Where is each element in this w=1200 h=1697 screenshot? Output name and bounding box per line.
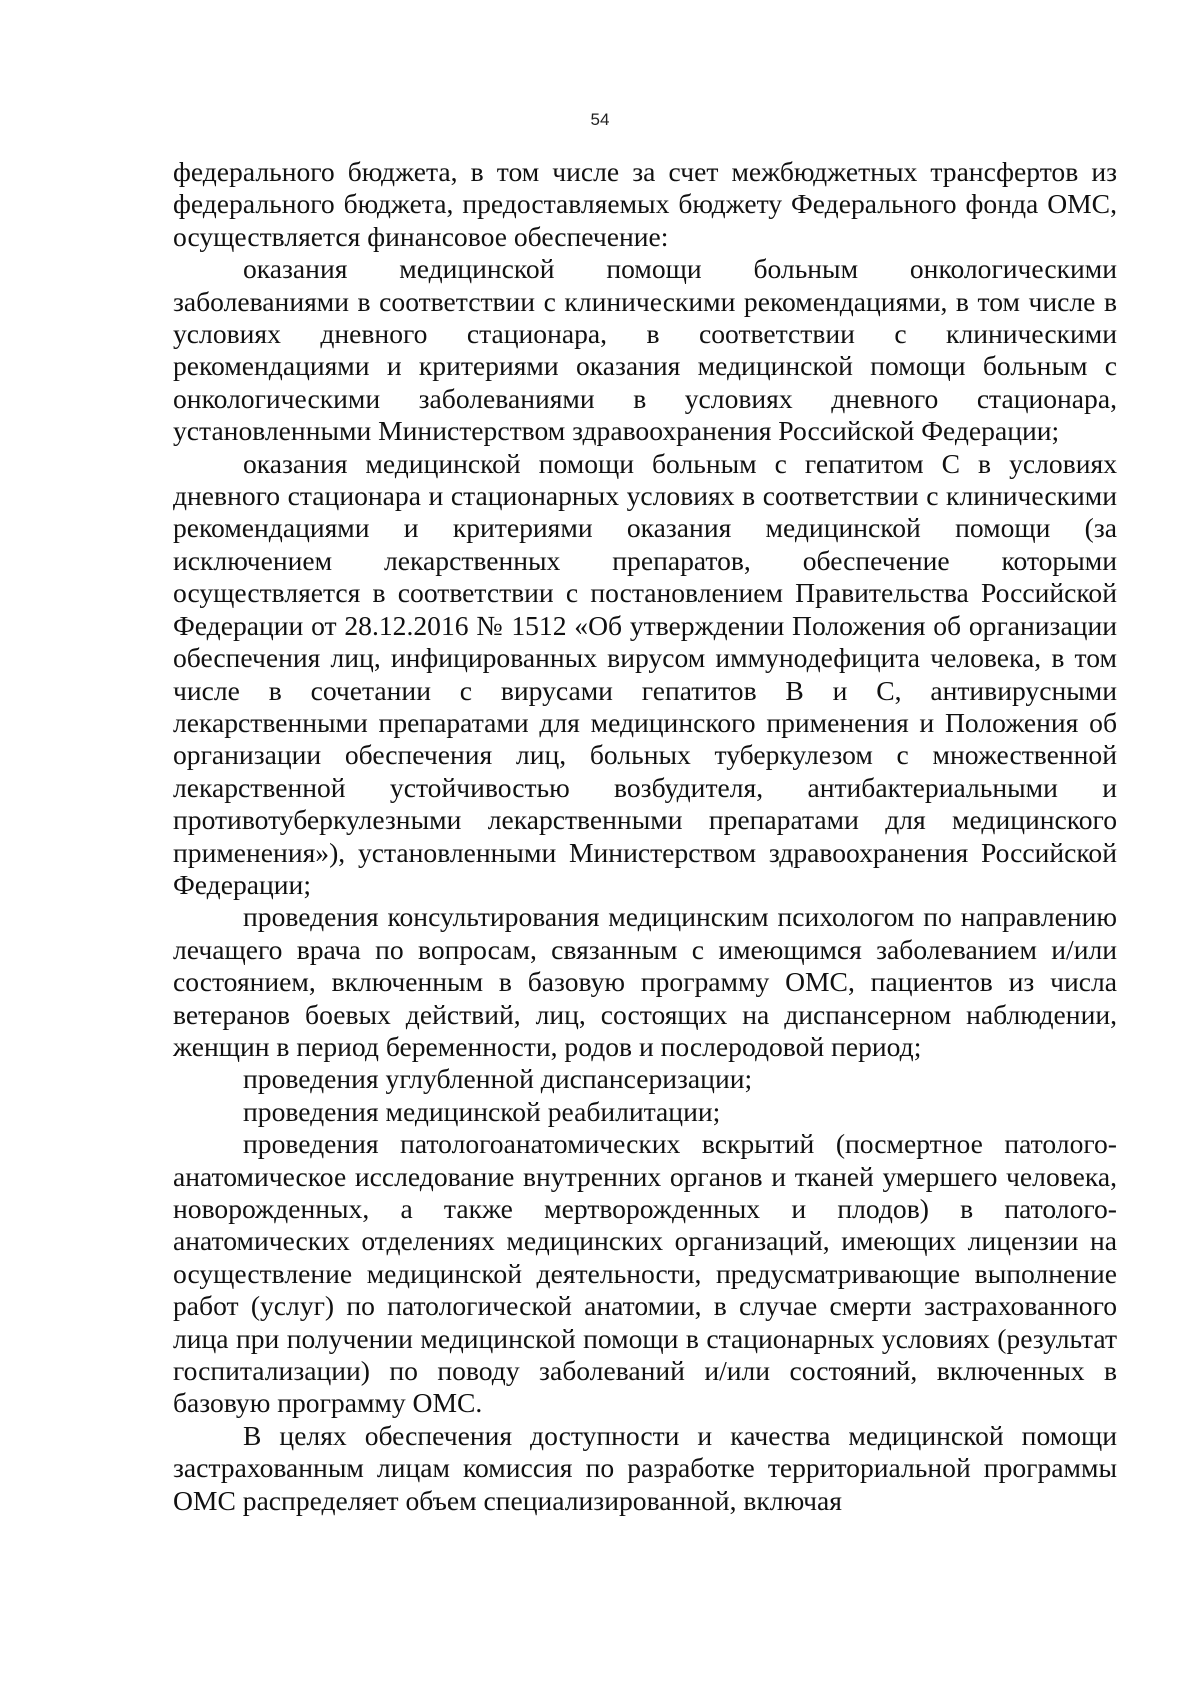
paragraph: проведения углубленной диспансеризации;: [243, 1063, 753, 1095]
paragraph: оказания медицинской помощи больным онкологическими заболеваниями в соответствии с клиническими рекомендациями, в том числе в условиях дневного стационара, в соответствии с клиническими рекомендациями и критериями оказания медицинской помощи больным с онкологическими заболеваниями в условиях дневного стационара, установленными Министерством здравоохранения Российской Федерации;: [173, 253, 1117, 447]
paragraph: федерального бюджета, в том числе за счет межбюджетных трансфертов из федерального бюджета, предоставляемых бюджету Федерального фонда ОМС, осуществляется финансовое обеспечение:: [173, 156, 1117, 252]
paragraph: В целях обеспечения доступности и качества медицинской помощи застрахованным лицам комиссия по разработке территориальной программы ОМС распределяет объем специализированной, включая: [173, 1419, 1117, 1516]
paragraph: оказания медицинской помощи больным с гепатитом С в условиях дневного стационара и стационарных условиях в соответствии с клиническими рекомендациями и критериями оказания медицинской помощи (за исключением лекарственных препаратов, обеспечение которыми осуществляется в соответствии с постановлением Правительства Российской Федерации от 28.12.2016 № 1512 «Об утверждении Положения об организации обеспечения лиц, инфицированных вирусом иммунодефицита человека, в том числе в сочетании с вирусами гепатитов В и С, антивирусными лекарственными препаратами для медицинского применения и Положения об организации обеспечения лиц, больных туберкулезом с множественной лекарственной устойчивостью возбудителя, антибактериальными и противотуберкулезными лекарственными препаратами для медицинского применения»), установленными Министерством здравоохранения Российской Федерации;: [173, 447, 1117, 900]
document-body: [173, 156, 1117, 1517]
paragraph: проведения патологоанатомических вскрытий (посмертное патолого-анатомическое исследование внутренних органов и тканей умершего человека, новорожденных, а также мертворожденных и плодов) в патолого-анатомических отделениях медицинских организаций, имеющих лицензии на осуществление медицинской деятельности, предусматривающие выполнение работ (услуг) по патологической анатомии, в случае смерти застрахованного лица при получении медицинской помощи в стационарных условиях (результат госпитализации) по поводу заболеваний и/или состояний, включенных в базовую программу ОМС.: [173, 1128, 1117, 1419]
paragraph: проведения медицинской реабилитации;: [243, 1095, 721, 1127]
paragraph: проведения консультирования медицинским психологом по направлению лечащего врача по вопросам, связанным с имеющимся заболеванием и/или состоянием, включенным в базовую программу ОМС, пациентов из числа ветеранов боевых действий, лиц, состоящих на диспансерном наблюдении, женщин в период беременности, родов и послеродовой период;: [173, 901, 1117, 1062]
page-number: 54: [590, 110, 610, 129]
